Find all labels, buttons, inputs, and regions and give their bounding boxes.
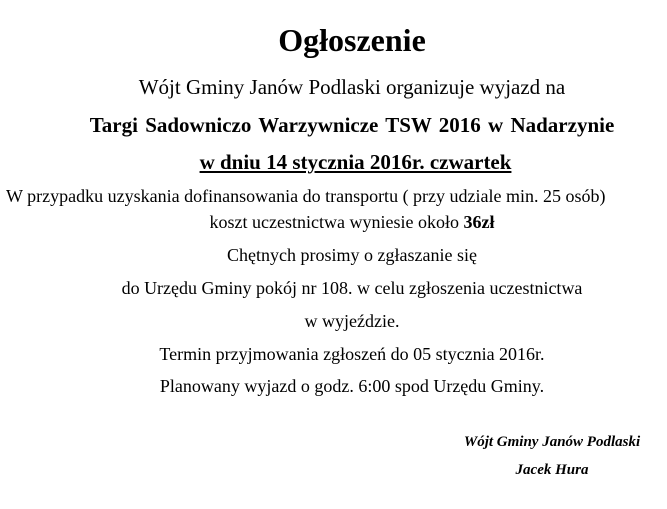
signature-name: Jacek Hura bbox=[515, 462, 589, 478]
signature-role: Wójt Gminy Janów Podlaski bbox=[463, 434, 641, 450]
intro-text: Wójt Gminy Janów Podlaski organizuje wyjazd na bbox=[138, 75, 566, 99]
announcement-title: Ogłoszenie bbox=[278, 22, 426, 58]
cost-value: 36zł bbox=[463, 212, 495, 232]
departure-text: Planowany wyjazd o godz. 6:00 spod Urzędu Gminy. bbox=[159, 376, 545, 396]
cost-line bbox=[0, 212, 667, 233]
trip-text: w wyjeździe. bbox=[304, 311, 400, 331]
fair-name: Targi Sadowniczo Warzywnicze TSW 2016 w Nadarzynie bbox=[89, 113, 615, 137]
invite-text: Chętnych prosimy o zgłaszanie się bbox=[227, 245, 477, 265]
office-text: do Urzędu Gminy pokój nr 108. w celu zgłoszenia uczestnictwa bbox=[121, 278, 583, 298]
deadline-text: Termin przyjmowania zgłoszeń do 05 stycznia 2016r. bbox=[159, 344, 545, 364]
funding-note: W przypadku uzyskania dofinansowania do transportu ( przy udziale min. 25 osób) bbox=[6, 186, 606, 206]
event-date: w dniu 14 stycznia 2016r. czwartek bbox=[199, 150, 512, 174]
cost-prefix: koszt uczestnictwa wyniesie około bbox=[209, 212, 464, 232]
